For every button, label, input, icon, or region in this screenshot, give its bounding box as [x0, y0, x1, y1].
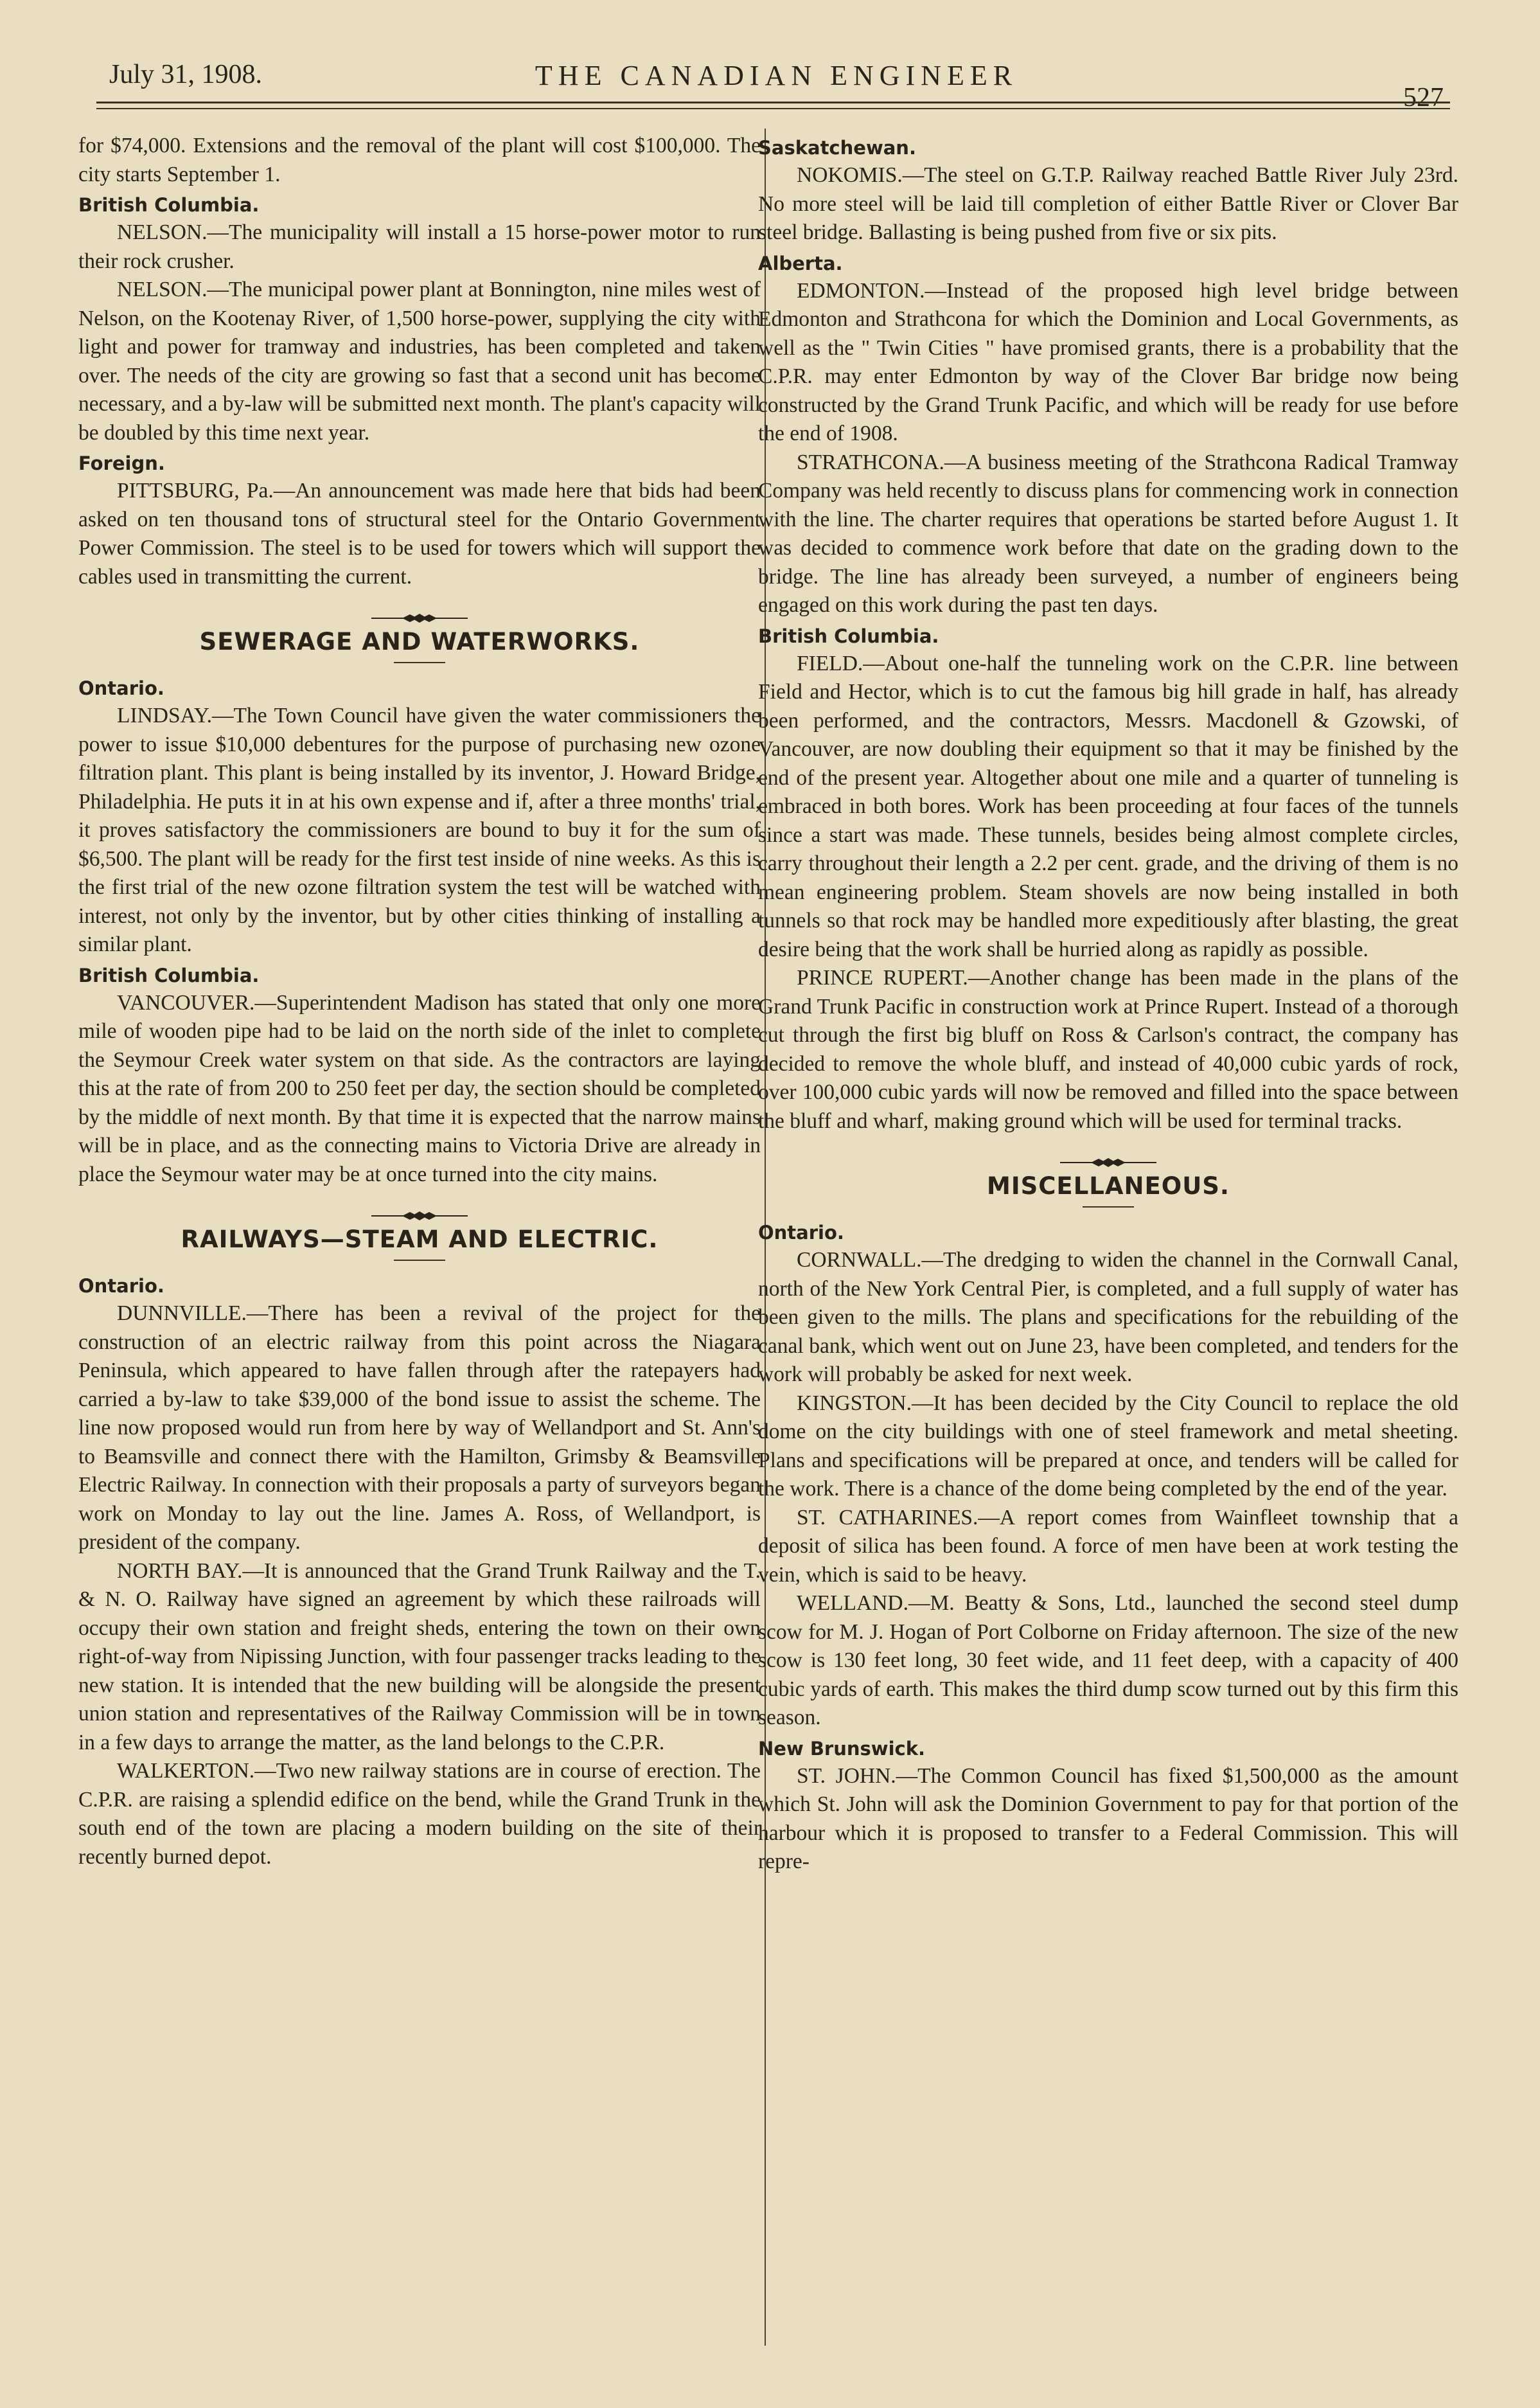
article-nelson-1: NELSON.—The municipality will install a 15 horse-power motor to run their rock crusher.: [78, 220, 761, 273]
publication-title: THE CANADIAN ENGINEER: [535, 60, 1018, 91]
heading-rule: [394, 662, 445, 663]
heading-rule: [394, 1260, 445, 1261]
article-field: FIELD.—About one-half the tunneling work on the C.P.R. line between Field and Hector, which is to cut the famous big hill grade in half, has already been performed, and the contractors, Messrs. Macdonell & Gzowski, of Vancouver, are now doubling their equipment so that it may be finished by the end of the present year. Altogether about one mile and a quarter of tunneling is embraced in both bores. Work has been proceeding at four faces of the tunnels since a start was made. These tunnels, besides being almost complete circles, carry throughout their length a 2.2 per cent. grade, and the driving of them is no mean engineering problem. Steam shovels are now being installed in both tunnels so that rock may be handled more expeditiously after blasting, the great desire being that the work shall be hurried along as rapidly as possible.: [758, 651, 1458, 961]
region-heading: British Columbia.: [758, 625, 939, 647]
region-heading: Ontario.: [758, 1222, 844, 1244]
header-rule-thin: [96, 108, 1450, 109]
article-nelson-2: NELSON.—The municipal power plant at Bonnington, nine miles west of Nelson, on the Kootenay River, of 1,500 horse-power, supplying the city with light and power for tramway and industries, has been completed and taken over. The needs of the city are growing so fast that a second unit has become necessary, and a by-law will be submitted next month. The plant's capacity will be doubled by this time next year.: [78, 278, 761, 445]
section-heading-railways: RAILWAYS—STEAM AND ELECTRIC.: [181, 1226, 659, 1253]
article-walkerton: WALKERTON.—Two new railway stations are in course of erection. The C.P.R. are raising a splendid edifice on the bend, while the Grand Trunk in the south end of the town are placing a modern building on the site of their recently burned depot.: [78, 1759, 761, 1869]
article-cornwall: CORNWALL.—The dredging to widen the channel in the Cornwall Canal, north of the New York Central Pier, is completed, and a full supply of water has been given to the mills. The plans and specifications for the rebuilding of the canal bank, which went out on June 23, have been completed, and tenders for the work will probably be asked for next week.: [758, 1248, 1458, 1386]
article-st-john: ST. JOHN.—The Common Council has fixed $1,500,000 as the amount which St. John will ask the Dominion Government to pay for that portion of the harbour which it is proposed to transfer to a Federal Commission. This will repre-: [758, 1763, 1458, 1873]
article-north-bay: NORTH BAY.—It is announced that the Grand Trunk Railway and the T. & N. O. Railway have signed an agreement by which these railroads will occupy their own station and freight sheds, entering the town on their own right-of-way from Nipissing Junction, with four passenger tracks leading to the new station. It is intended that the new building will be alongside the present union station and representatives of the Railway Commission will be in town in a few days to arrange the matter, as the land belongs to the C.P.R.: [78, 1558, 761, 1754]
section-heading-sewerage: SEWERAGE AND WATERWORKS.: [199, 628, 640, 656]
ornament-divider: [78, 604, 761, 617]
article-continuation: for $74,000. Extensions and the removal of the plant will cost $100,000. The city starts September 1.: [78, 134, 761, 186]
page-number: 527: [1403, 83, 1444, 112]
right-column: [758, 132, 1458, 1877]
article-pittsburg: PITTSBURG, Pa.—An announcement was made here that bids had been asked on ten thousand tons of structural steel for the Ontario Government Power Commission. The steel is to be used for towers which will support the cables used in transmitting the current.: [78, 479, 761, 589]
region-heading: Alberta.: [758, 252, 843, 274]
article-dunnville: DUNNVILLE.—There has been a revival of the project for the construction of an electric railway from this point across the Niagara Peninsula, which appeared to have fallen through after the ratepayers had carried a by-law to take $39,000 of the bond issue to assist the scheme. The line now proposed would run from here by way of Wellandport and St. Ann's to Beamsville and connect there with the Hamilton, Grimsby & Beamsville Electric Railway. In connection with their proposals a party of surveyors began work on Monday to lay out the line. James A. Ross, of Wellandport, is president of the company.: [78, 1301, 761, 1554]
section-heading-miscellaneous: MISCELLANEOUS.: [987, 1172, 1230, 1200]
issue-date: July 31, 1908.: [109, 60, 263, 89]
region-heading: Ontario.: [78, 677, 164, 699]
article-lindsay: LINDSAY.—The Town Council have given the water commissioners the power to issue $10,000 debentures for the purpose of purchasing new ozone filtration plant. This plant is being installed by its inventor, J. Howard Bridge, Philadelphia. He puts it in at his own expense and if, after a three months' trial, it proves satisfactory the commissioners are bound to buy it for the sum of $6,500. The plant will be ready for the first test inside of nine weeks. As this is the first trial of the new ozone filtration system the test will be watched with interest, not only by the inventor, but by other cities thinking of installing a similar plant.: [78, 704, 761, 956]
region-heading: Saskatchewan.: [758, 137, 916, 159]
header-rule-thick: [96, 102, 1450, 103]
region-heading: New Brunswick.: [758, 1737, 926, 1760]
page-header: [103, 59, 1450, 112]
region-heading: Ontario.: [78, 1275, 164, 1297]
article-vancouver: VANCOUVER.—Superintendent Madison has stated that only one more mile of wooden pipe had to be laid on the north side of the inlet to complete the Seymour Creek water system on that side. As the contractors are laying this at the rate of from 200 to 250 feet per day, the section should be completed by the middle of next month. By that time it is expected that the narrow mains will be in place, and as the connecting mains to Victoria Drive are already in place the Seymour water may be at once turned into the city mains.: [78, 990, 761, 1186]
article-strathcona: STRATHCONA.—A business meeting of the Strathcona Radical Tramway Company was held recently to discuss plans for commencing work in connection with the line. The charter requires that operations be started before August 1. It was decided to commence work before that date on the grading down to the bridge. The line has already been surveyed, a number of engineers being engaged on this work during the past ten days.: [758, 450, 1458, 617]
article-st-catharines: ST. CATHARINES.—A report comes from Wainfleet township that a deposit of silica has been found. A force of men have been at work testing the vein, which is said to be heavy.: [758, 1505, 1458, 1587]
ornament-divider: [78, 1202, 761, 1215]
article-edmonton: EDMONTON.—Instead of the proposed high level bridge between Edmonton and Strathcona for which the Dominion and Local Governments, as well as the " Twin Cities " have promised grants, there is a probability that the C.P.R. may enter Edmonton by way of the Clover Bar bridge now being constructed by the Grand Trunk Pacific, and which will be ready for use before the end of 1908.: [758, 278, 1458, 445]
article-kingston: KINGSTON.—It has been decided by the City Council to replace the old dome on the city buildings with one of steel framework and metal sheeting. Plans and specifications will be prepared at once, and tenders will be called for the work. There is a chance of the dome being completed by the end of the year.: [758, 1391, 1458, 1501]
heading-rule: [1083, 1206, 1134, 1208]
region-heading: Foreign.: [78, 452, 165, 474]
ornament-divider: [758, 1148, 1458, 1161]
region-heading: British Columbia.: [78, 194, 260, 216]
article-prince-rupert: PRINCE RUPERT.—Another change has been made in the plans of the Grand Trunk Pacific in construction work at Prince Rupert. Instead of a thorough cut through the first big bluff on Ross & Carlson's contract, the company has decided to remove the whole bluff, and instead of 40,000 cubic yards of rock, over 100,000 cubic yards will now be removed and filled into the space between the bluff and wharf, making ground which will be used for terminal tracks.: [758, 966, 1458, 1133]
left-column: [78, 132, 761, 1871]
article-welland: WELLAND.—M. Beatty & Sons, Ltd., launched the second steel dump scow for M. J. Hogan of Port Colborne on Friday afternoon. The size of the new scow is 130 feet long, 30 feet wide, and 11 feet deep, with a capacity of 400 cubic yards of earth. This makes the third dump scow turned out by this firm this season.: [758, 1591, 1458, 1729]
region-heading: British Columbia.: [78, 964, 260, 986]
article-nokomis: NOKOMIS.—The steel on G.T.P. Railway reached Battle River July 23rd. No more steel will be laid till completion of either Battle River or Clover Bar steel bridge. Ballasting is being pushed from five or six pits.: [758, 163, 1458, 244]
